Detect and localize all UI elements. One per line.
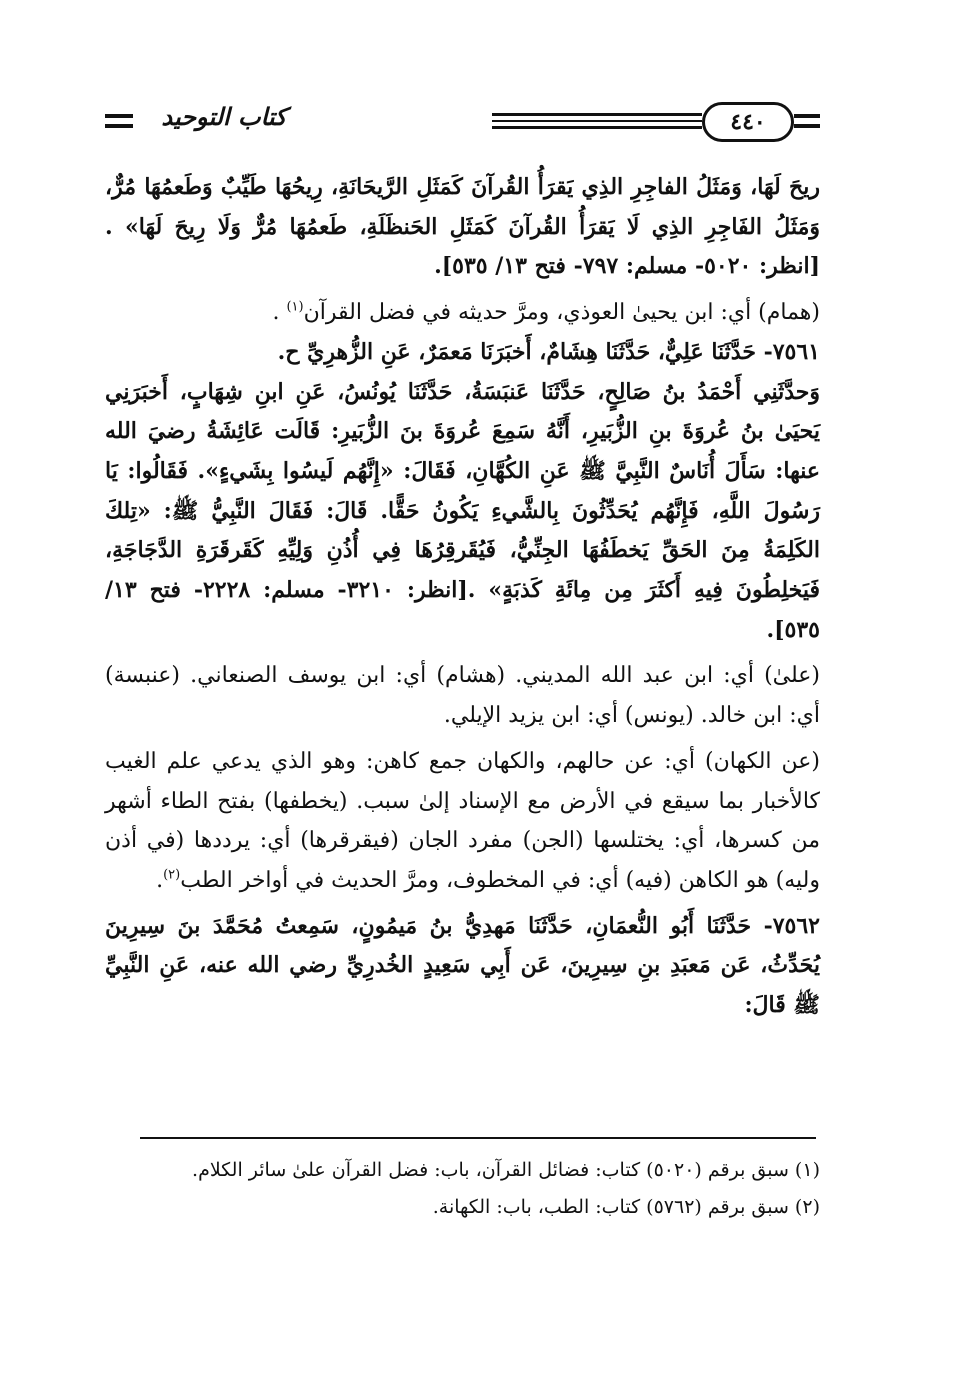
header-ornament-left	[105, 114, 133, 128]
footnotes	[105, 1152, 820, 1226]
hadith-7561-text: وَحدَّثَنِي أَحْمَدُ بنُ صَالِحٍ، حَدَّثَنَا عَنبَسَةُ، حَدَّثَنَا يُونُسُ، عَنِ ابنِ شِهَابٍ، أَخبَرَنِي يَحيَىٰ بنُ عُروَةَ بنِ الزُّبَيرِ، أَنَّهُ سَمِعَ عُروَةَ بنَ الزُّبَيرِ: قَالَت عَائِشَةُ رضيَ الله عنها: سَأَلَ أُنَاسٌ النَّبِيَّ ﷺ عَنِ الكُهَّانِ، فَقَالَ: «إِنَّهُم لَيسُوا بِشَيءٍ». فَقَالُوا: يَا رَسُولَ اللَّهِ، فَإِنَّهُم يُحَدِّثُونَ بِالشَّيءِ يَكُونُ حَقًّا. قَالَ: فَقَالَ النَّبِيُّ ﷺ: «تِلكَ الكَلِمَةُ مِنَ الحَقِّ يَخطَفُهَا الجِنِّيُّ، فَيُقَرقِرُهَا فِي أُذُنِ وَلِيِّهِ كَقَرقَرَةِ الدَّجَاجَةِ، فَيَخلِطُونَ فِيهِ أَكثَرَ مِن مِائَةِ كَذبَةٍ» .[انظر: ٣٢١٠- مسلم: ٢٢٢٨- فتح ١٣/ ٥٣٥].	[105, 378, 821, 643]
hadith-7562: ٧٥٦٢- حَدَّثَنَا أَبُو النُّعمَانِ، حَدَّثَنَا مَهدِيُّ بنُ مَيمُونٍ، سَمِعتُ مُحَمَّدَ بنَ سِيرِينَ يُحَدِّثُ، عَن مَعبَدِ بنِ سِيرِينَ، عَن أَبِي سَعِيدٍ الخُدرِيِّ رضي الله عنه، عَنِ النَّبِيِّ ﷺ قَالَ:	[105, 912, 820, 1019]
commentary-end: .	[272, 300, 287, 326]
commentary-kuhhan	[105, 742, 820, 901]
page-header	[105, 100, 820, 146]
hadith-7561-chain: ٧٥٦١- حَدَّثَنَا عَلِيٌّ، حَدَّثَنَا هِشَامٌ، أَخبَرَنَا مَعمَرٌ، عَنِ الزُّهرِيِّ ح.	[277, 338, 820, 365]
page-number: ٤٤٠	[702, 102, 794, 142]
header-ornament-right	[794, 114, 820, 128]
footnote-2: (٢) سبق برقم (٥٧٦٢) كتاب: الطب، باب: الكهانة.	[432, 1196, 820, 1218]
commentary-narrators: (علىٰ) أي: ابن عبد الله المديني. (هشام) أي: ابن يوسف الصنعاني. (عنبسة) أي: ابن خالد. (يونس) أي: ابن يزيد الإيلي.	[105, 663, 820, 729]
hadith-text-continued: ريحَ لَهَا، وَمَثَلُ الفاجِرِ الذِي يَقرَأُ القُرآنَ كَمَثَلِ الرَّيحَانَةِ، رِيحُهَا طَيِّبٌ وَطَعمُهَا مُرٌّ، وَمَثَلُ الفَاجِرِ الذِي لَا يَقرَأُ القُرآنَ كَمَثَلِ الحَنظَلَةِ، طَعمُهَا مُرٌّ وَلَا رِيحَ لَهَا» .[انظر: ٥٠٢٠- مسلم: ٧٩٧- فتح ١٣/ ٥٣٥].	[105, 174, 820, 280]
footnote-1: (١) سبق برقم (٥٠٢٠) كتاب: فضائل القرآن، باب: فضل القرآن علىٰ سائر الكلام.	[192, 1159, 820, 1181]
page-body	[105, 168, 820, 1026]
commentary-kuhhan-end: .	[156, 867, 164, 893]
header-rule	[492, 113, 702, 129]
commentary-text: (همام) أي: ابن يحيىٰ العوذي، ومرَّ حديثه في فضل القرآن	[303, 300, 820, 326]
footnote-marker-1: (١)	[286, 299, 304, 315]
footnote-separator	[140, 1137, 816, 1139]
book-title: كتاب التوحيد	[161, 102, 287, 131]
commentary-paragraph	[105, 293, 820, 333]
commentary-kuhhan-text: (عن الكهان) أي: عن حالهم، والكهان جمع كاهن: وهو الذي يدعي علم الغيب كالأخبار بما سيقع في الأرض مع الإسناد إلىٰ سبب. (يخطفها) بفتح الطاء أشهر من كسرها، أي: يختلسها (الجن) مفرد الجان (فيقرقرها) أي: يرددها (في أذن وليه) هو الكاهن (فيه) أي: في المخطوف، ومرَّ الحديث في أواخر الطب	[105, 748, 820, 893]
footnote-marker-2: (٢)	[163, 867, 181, 883]
